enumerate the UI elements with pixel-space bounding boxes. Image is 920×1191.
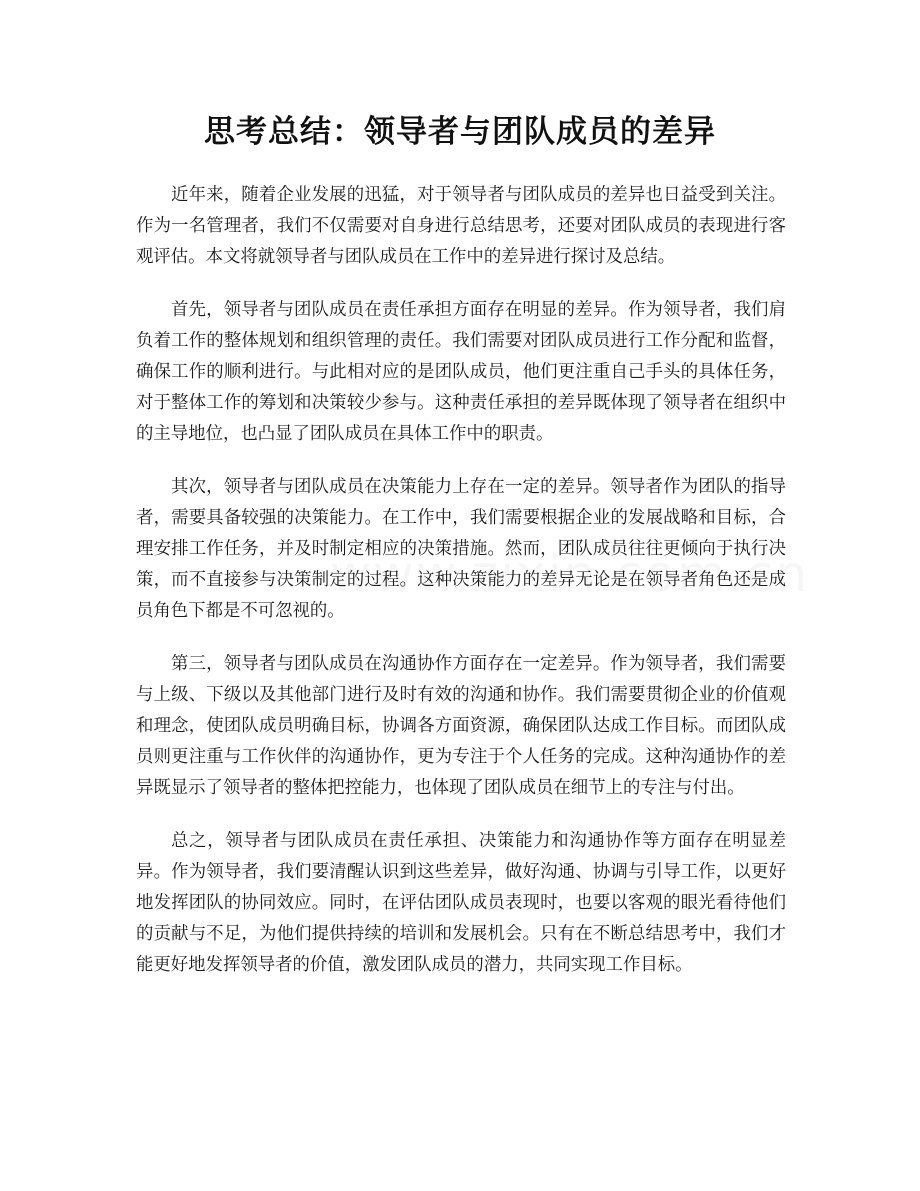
paragraph-intro: 近年来，随着企业发展的迅猛，对于领导者与团队成员的差异也日益受到关注。作为一名管理者，我们不仅需要对自身进行总结思考，还要对团队成员的表现进行客观评估。本文将就领导者与团队成员在工作中的差异进行探讨及总结。 bbox=[136, 185, 786, 267]
paragraph-communication: 第三，领导者与团队成员在沟通协作方面存在一定差异。作为领导者，我们需要与上级、下级以及其他部门进行及时有效的沟通和协作。我们需要贯彻企业的价值观和理念，使团队成员明确目标，协调各方面资源，确保团队达成工作目标。而团队成员则更注重与工作伙伴的沟通协作，更为专注于个人任务的完成。这种沟通协作的差异既显示了领导者的整体把控能力，也体现了团队成员在细节上的专注与付出。 bbox=[136, 654, 786, 798]
document-body bbox=[136, 180, 786, 1003]
paragraph-responsibility: 首先，领导者与团队成员在责任承担方面存在明显的差异。作为领导者，我们肩负着工作的整体规划和组织管理的责任。我们需要对团队成员进行工作分配和监督，确保工作的顺利进行。与此相对应的是团队成员，他们更注重自己手头的具体任务，对于整体工作的筹划和决策较少参与。这种责任承担的差异既体现了领导者在组织中的主导地位，也凸显了团队成员在具体工作中的职责。 bbox=[136, 300, 786, 444]
document-title: 思考总结：领导者与团队成员的差异 bbox=[204, 114, 716, 150]
paragraph-decision: 其次，领导者与团队成员在决策能力上存在一定的差异。领导者作为团队的指导者，需要具备较强的决策能力。在工作中，我们需要根据企业的发展战略和目标，合理安排工作任务，并及时制定相应的决策措施。然而，团队成员往往更倾向于执行决策，而不直接参与决策制定的过程。这种决策能力的差异无论是在领导者角色还是成员角色下都是不可忽视的。 bbox=[136, 477, 786, 621]
paragraph-conclusion: 总之，领导者与团队成员在责任承担、决策能力和沟通协作等方面存在明显差异。作为领导者，我们要清醒认识到这些差异，做好沟通、协调与引导工作，以更好地发挥团队的协同效应。同时，在评估团队成员表现时，也要以客观的眼光看待他们的贡献与不足，为他们提供持续的培训和发展机会。只有在不断总结思考中，我们才能更好地发挥领导者的价值，激发团队成员的潜力，共同实现工作目标。 bbox=[136, 831, 786, 975]
